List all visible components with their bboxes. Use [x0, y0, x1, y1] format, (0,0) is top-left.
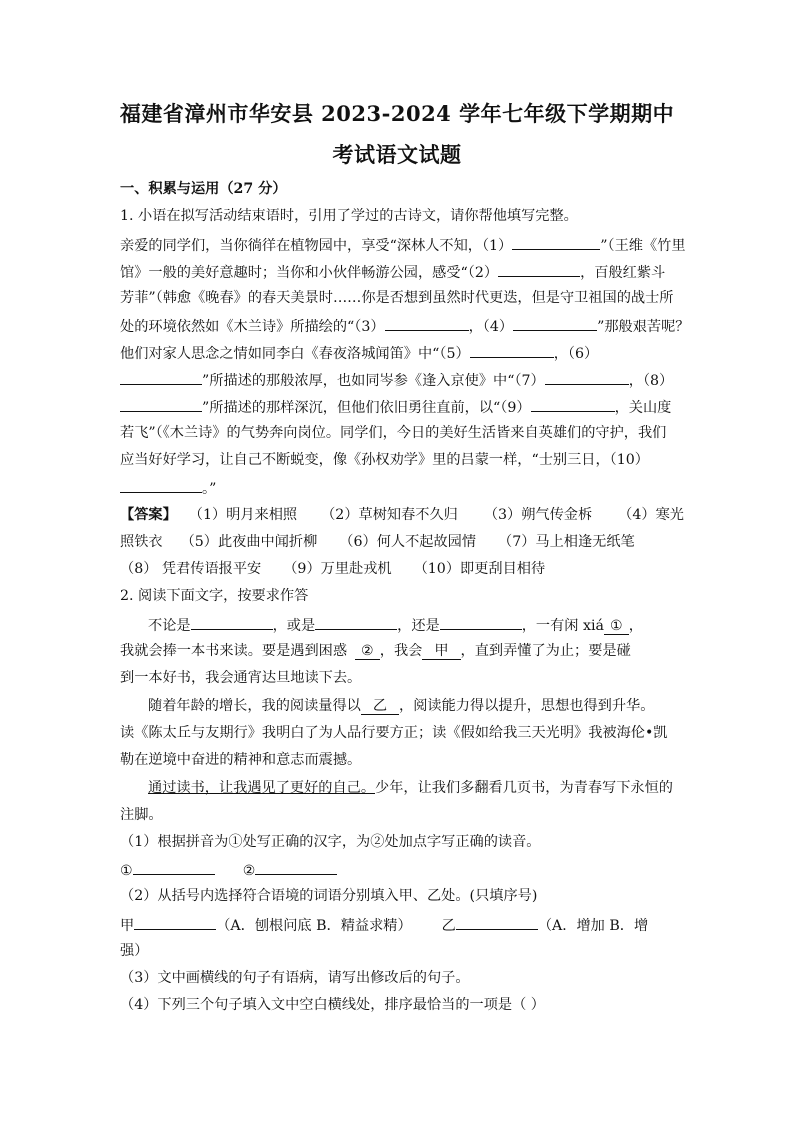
answer-blank-jia[interactable] [134, 916, 216, 930]
answer-blank-10[interactable] [120, 479, 202, 493]
q2-prompt: 2. 阅读下面文字，按要求作答 [120, 588, 309, 604]
answer-line1: 【答案】 （1）明月来相照 （2）草树知春不久归 （3）朔气传金柝 （4）寒光 [120, 507, 684, 523]
answer-blank-circle1[interactable] [133, 861, 215, 875]
blank-marker-yi[interactable]: 乙 [361, 698, 399, 715]
q2-sub1: （1）根据拼音为①处写正确的汉字，为②处加点字写正确的读音。 [120, 834, 541, 850]
answer-blank-3[interactable] [385, 317, 469, 331]
q1-line1: 亲爱的同学们，当你徜徉在植物园中，享受“深林人不知，（1） ”（王维《竹里 [120, 238, 686, 254]
q2-sub1-answers: ① ② [120, 861, 676, 879]
answer-blank-circle2[interactable] [255, 861, 337, 875]
q1-line3: 芳菲”（韩愈《晚春》的春天美景时……你是否想到虽然时代更迭，但是守卫祖国的战士所 [120, 290, 674, 306]
q2-para2-line3: 勒在逆境中奋进的精神和意志而震撼。 [120, 752, 362, 768]
blank-marker-2[interactable]: ② [355, 643, 380, 660]
answer-line2: 照铁衣 （5）此夜曲中闻折柳 （6）何人不起故园情 （7）马上相逢无纸笔 [120, 534, 635, 550]
answer-blank-8[interactable] [120, 398, 202, 412]
section1-heading: 一、积累与运用（27 分） [120, 181, 287, 197]
answer-blank-9[interactable] [531, 398, 615, 412]
q1-prompt: 1. 小语在拟写活动结束语时，引用了学过的古诗文，请你帮他填写完整。 [120, 208, 578, 224]
answer-label: 【答案】 [120, 507, 177, 523]
q1-line5: 他们对家人思念之情如同李白《春夜洛城闻笛》中“（5） ，（6） [120, 346, 599, 362]
answer-blank-7[interactable] [545, 371, 629, 385]
q2-sub3: （3）文中画横线的句子有语病，请写出修改后的句子。 [120, 970, 470, 986]
q2-para2-line1: 随着年龄的增长，我的阅读量得以 乙 ，阅读能力得以提升，思想也得到升华。 [148, 698, 655, 714]
q2-para3-line1: 通过读书，让我遇见了更好的自己。少年，让我们多翻看几页书，为青春写下永恒的 [148, 780, 673, 796]
q2-para1-line3: 到一本好书，我会通宵达旦地读下去。 [120, 670, 362, 686]
answer-blank-4[interactable] [513, 317, 597, 331]
answer-blank-yi[interactable] [456, 916, 538, 930]
answer-blank-1[interactable] [512, 236, 600, 250]
q1-line7: ”所描述的那样深沉，但他们依旧勇往直前，以“（9） ，关山度 [120, 398, 676, 416]
q1-line9: 应当好好学习，让自己不断蜕变，像《孙权劝学》里的吕蒙一样，“士别三日，（10） [120, 452, 649, 468]
blank-marker-jia[interactable]: 甲 [422, 643, 460, 660]
q1-line8: 若飞”（《木兰诗》的气势奔向岗位。同学们，今日的美好生活皆来自英雄们的守护，我们 [120, 425, 667, 441]
q2-sub2: （2）从括号内选择符合语境的词语分别填入甲、乙处。(只填序号) [120, 888, 538, 904]
q2-sub2-cont: 强） [120, 943, 149, 959]
q1-line10: 。” [120, 479, 676, 497]
q2-sub4: （4）下列三个句子填入文中空白横线处，排序最恰当的一项是（ ） [120, 997, 545, 1013]
answer-blank-5[interactable] [470, 344, 554, 358]
q1-line6: ”所描述的那般浓厚，也如同岑参《逢入京使》中“（7） ，（8） [120, 371, 676, 389]
answer-blank-6[interactable] [120, 371, 202, 385]
q2-para2-line2: 读《陈太丘与友期行》我明白了为人品行要方正；读《假如给我三天光明》我被海伦•凯 [120, 725, 668, 741]
q2-para3-line2: 注脚。 [120, 807, 163, 823]
exam-title-line2: 考试语文试题 [332, 142, 462, 167]
answer-blank-2[interactable] [498, 263, 580, 277]
q2-para1-line2: 我就会捧一本书来读。要是遇到困惑 ② ，我会 甲 ，直到弄懂了为止；要是碰 [120, 643, 631, 659]
q2-para1-line1: 不论是 ，或是 ，还是 ，一有闲 xiá ① ， [148, 618, 643, 634]
q1-line4: 处的环境依然如《木兰诗》所描绘的“（3） ，（4） ”那般艰苦呢？ [120, 319, 690, 335]
blank-marker-1[interactable]: ① [604, 618, 629, 635]
answer-line3: （8） 凭君传语报平安 （9）万里赴戎机 （10）即更刮目相待 [120, 561, 546, 577]
exam-title-line1: 福建省漳州市华安县 2023-2024 学年七年级下学期期中 [119, 101, 675, 126]
q1-line2: 馆》一般的美好意趣时；当你和小伙伴畅游公园，感受“（2） ，百般红紫斗 [120, 265, 666, 281]
q2-sub2-answers: 甲 （A．刨根问底 B．精益求精） 乙 （A．增加 B．增 [120, 918, 649, 934]
underlined-sentence: 通过读书，让我遇见了更好的自己。 [148, 780, 376, 796]
